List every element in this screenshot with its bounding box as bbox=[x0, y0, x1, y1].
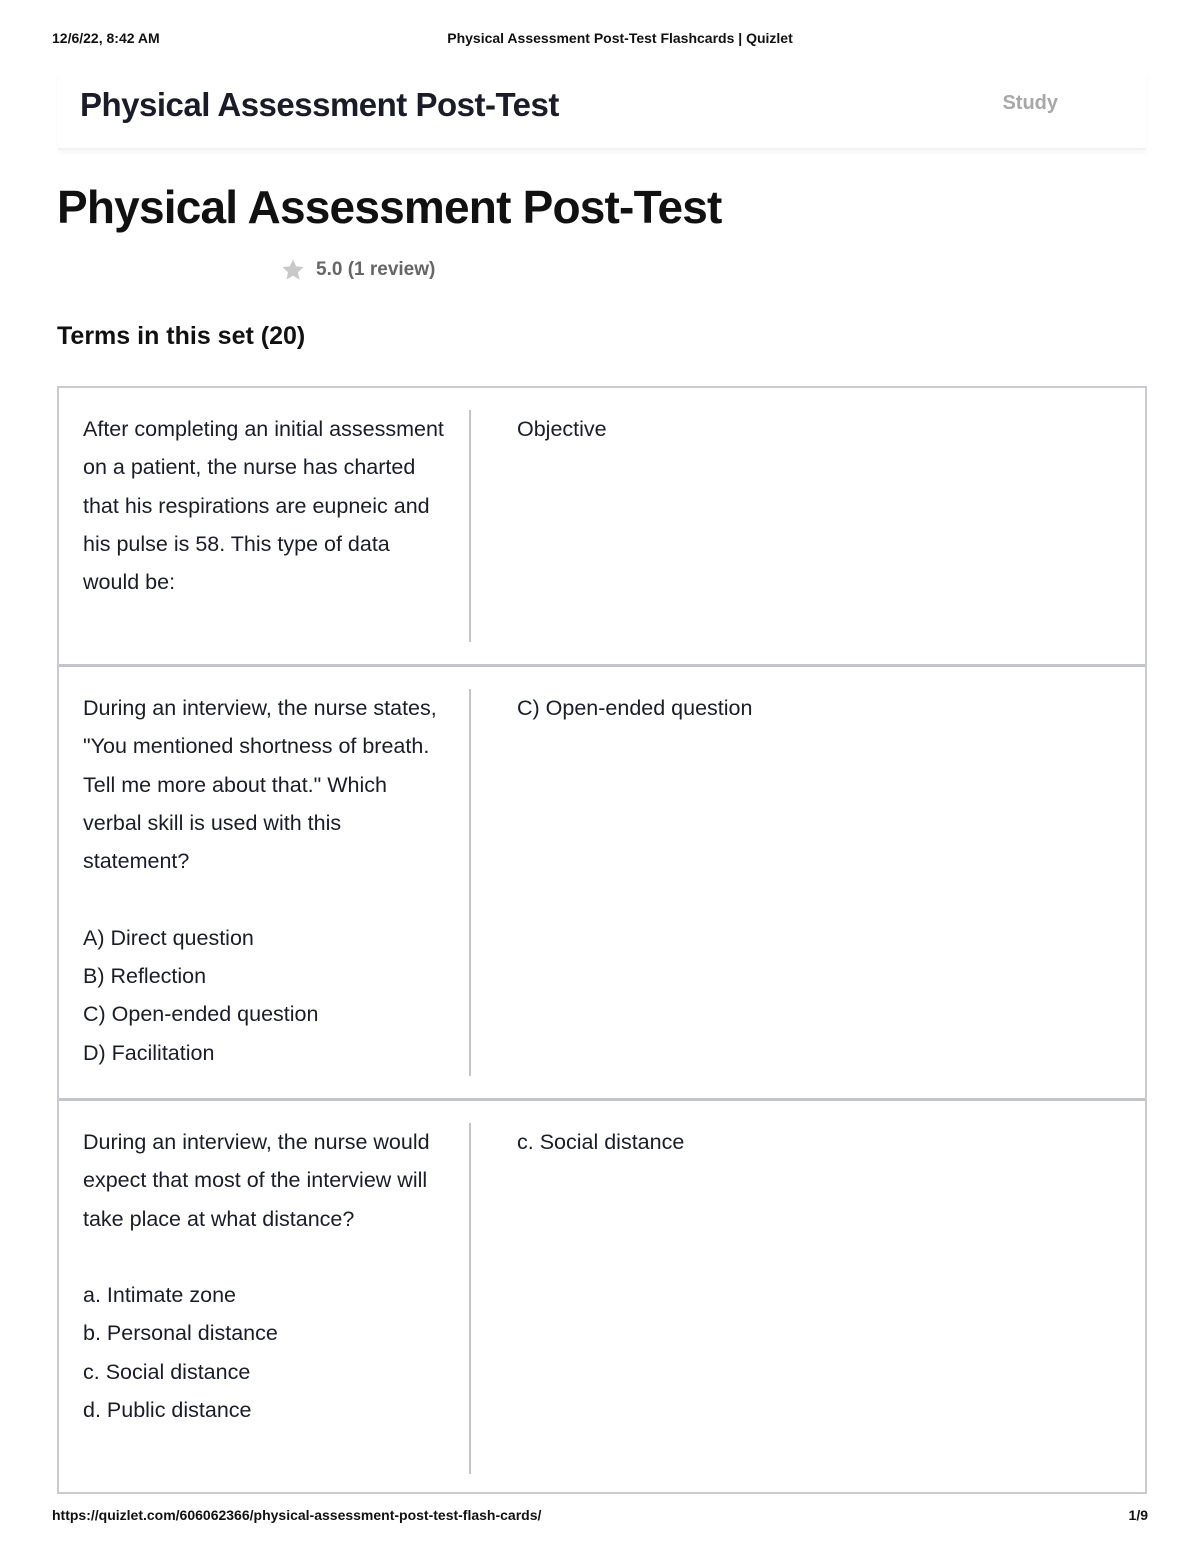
card-definition: c. Social distance bbox=[517, 1130, 685, 1154]
term-card[interactable] bbox=[59, 667, 1145, 1101]
print-page-number: 1/9 bbox=[1128, 1507, 1148, 1523]
term-card[interactable] bbox=[59, 388, 1145, 667]
card-term: After completing an initial assessment on a patient, the nurse has charted that his respirations are eupneic and his pulse is 58. This type of data would be: bbox=[59, 410, 471, 642]
print-url: https://quizlet.com/606062366/physical-assessment-post-test-flash-cards/ bbox=[52, 1507, 542, 1523]
page-title: Physical Assessment Post-Test bbox=[57, 181, 722, 233]
term-card[interactable] bbox=[59, 1101, 1145, 1494]
study-button[interactable]: Study bbox=[1002, 92, 1058, 114]
rating-text: 5.0 (1 review) bbox=[316, 259, 436, 280]
print-date: 12/6/22, 8:42 AM bbox=[52, 30, 160, 46]
set-header-bar bbox=[58, 72, 1146, 150]
terms-heading: Terms in this set (20) bbox=[57, 322, 306, 350]
card-term: During an interview, the nurse would expect that most of the interview will take place at what distance? a. Intimate zone b. Personal distance c. Social distance d. Public distance bbox=[59, 1123, 471, 1474]
print-document-title: Physical Assessment Post-Test Flashcards | Quizlet bbox=[447, 30, 793, 46]
terms-list bbox=[57, 386, 1147, 1494]
card-definition: C) Open-ended question bbox=[517, 696, 753, 720]
card-definition: Objective bbox=[517, 417, 607, 441]
card-term: During an interview, the nurse states, "You mentioned shortness of breath. Tell me more about that." Which verbal skill is used with this statement? A) Direct question B) Reflection C) Open-ended question D) Facilitation bbox=[59, 689, 471, 1076]
star-icon bbox=[281, 258, 305, 282]
print-footer bbox=[52, 1507, 1148, 1525]
print-header bbox=[52, 30, 1148, 48]
rating[interactable] bbox=[281, 256, 435, 284]
set-name: Physical Assessment Post-Test bbox=[80, 86, 559, 123]
